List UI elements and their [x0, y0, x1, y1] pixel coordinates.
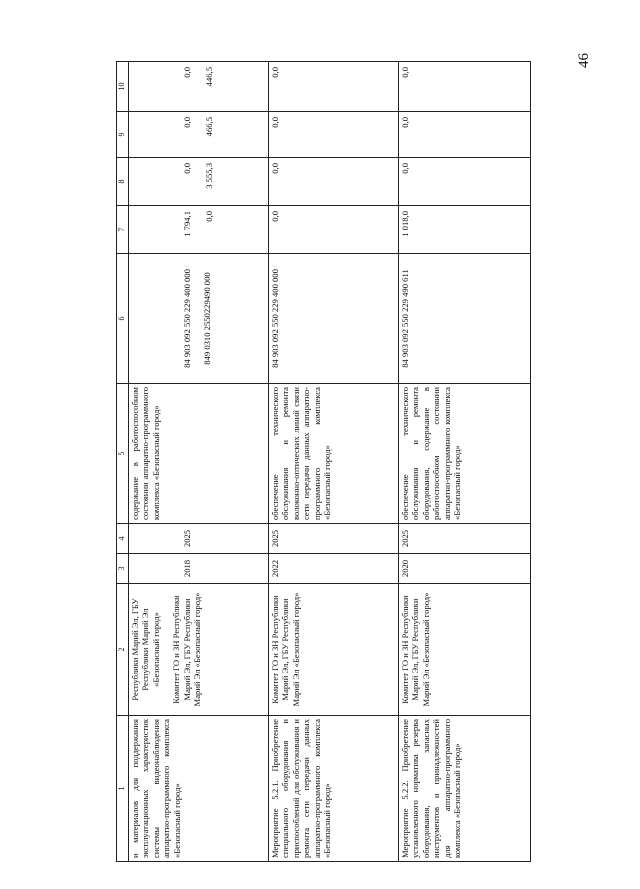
start-year: 2018 — [182, 559, 192, 578]
amount: 0,0 — [182, 117, 192, 128]
executor-cell: Комитет ГО и ЗН Республики Марий Эл, ГБУ Республики Марий Эл «Безопасный город» — [399, 584, 531, 716]
amount-cell: 0,0 — [269, 206, 399, 254]
amount-cell: 0,0 — [399, 112, 531, 158]
amount-cell — [129, 112, 269, 158]
table-row — [129, 62, 269, 862]
table-row — [399, 62, 531, 862]
activity-cell: Мероприятие 5.2.1. Приобретение специального оборудования и приспособлений для обслуживания и ремонта сети передачи данных аппаратно-программного комплекса «Безопасный город» — [269, 716, 399, 862]
amount-cell — [129, 62, 269, 112]
end-year-cell — [129, 524, 269, 554]
col-header-4: 4 — [117, 524, 129, 554]
budget-code-cell: 84 903 092 550 229 490 611 — [399, 254, 531, 384]
col-header-1: 1 — [117, 716, 129, 862]
amount: 446,5 — [204, 67, 215, 87]
col-header-10: 10 — [117, 62, 129, 112]
budget-code-cell — [129, 254, 269, 384]
col-header-3: 3 — [117, 554, 129, 584]
result-cell: обеспечение технического обслуживания и ремонта волоконно-оптических линий связи сети передачи данных аппаратно-программного комплекса «Безопасный город» — [269, 384, 399, 524]
amount: 3 555,3 — [204, 163, 215, 189]
amount: 0,0 — [182, 163, 192, 174]
col-header-7: 7 — [117, 206, 129, 254]
executor-text: Республики Марий Эл, ГБУ Республики Марий Эл «Безопасный город» — [130, 598, 161, 701]
amount: 0,0 — [204, 211, 215, 222]
amount-cell — [129, 158, 269, 206]
col-header-6: 6 — [117, 254, 129, 384]
end-year-cell: 2025 — [399, 524, 531, 554]
amount-cell: 0,0 — [269, 62, 399, 112]
amount-cell: 0,0 — [399, 62, 531, 112]
activity-cell: и материалов для поддержания эксплуатационных характеристик системы видеонаблюдения аппаратно-программного комплекса «Безопасный город» — [129, 716, 269, 862]
landscape-table-wrapper — [116, 62, 536, 862]
result-cell: обеспечение технического обслуживания и ремонта оборудования, содержание в работоспособном состоянии аппаратно-программного комплекса «Безопасный город» — [399, 384, 531, 524]
budget-code: 84 903 092 550 229 400 000 — [182, 269, 192, 368]
amount: 466,5 — [204, 117, 215, 137]
executor-cell: Комитет ГО и ЗН Республики Марий Эл, ГБУ Республики Марий Эл «Безопасный город» — [269, 584, 399, 716]
amount-cell: 0,0 — [269, 158, 399, 206]
budget-code-cell: 84 903 092 550 229 400 000 — [269, 254, 399, 384]
executor-cell — [129, 584, 269, 716]
amount: 0,0 — [182, 67, 192, 78]
page-number: 46 — [576, 53, 592, 68]
result-cell: содержание в работоспособном состоянии аппаратно-программного комплекса «Безопасный город» — [129, 384, 269, 524]
start-year-cell: 2020 — [399, 554, 531, 584]
col-header-5: 5 — [117, 384, 129, 524]
amount: 1 794,1 — [182, 211, 192, 237]
col-header-8: 8 — [117, 158, 129, 206]
amount-cell — [129, 206, 269, 254]
end-year: 2025 — [182, 529, 192, 548]
executor-text: Комитет ГО и ЗН Республики Марий Эл, ГБУ Республики Марий Эл «Безопасный город» — [171, 592, 203, 707]
amount-cell: 1 018,0 — [399, 206, 531, 254]
activity-cell: Мероприятие 5.2.2. Приобретение установленного норматива резерва оборудования, запасных инструментов и принадлежностей для аппаратно-программного комплекса «Безопасный город» — [399, 716, 531, 862]
amount-cell: 0,0 — [399, 158, 531, 206]
col-header-9: 9 — [117, 112, 129, 158]
column-number-row — [117, 62, 129, 862]
budget-code: 849 0310 2550229490 000 — [202, 272, 213, 365]
col-header-2: 2 — [117, 584, 129, 716]
table-row — [269, 62, 399, 862]
end-year-cell: 2025 — [269, 524, 399, 554]
start-year-cell — [129, 554, 269, 584]
budget-table — [116, 61, 531, 862]
start-year-cell: 2022 — [269, 554, 399, 584]
amount-cell: 0,0 — [269, 112, 399, 158]
